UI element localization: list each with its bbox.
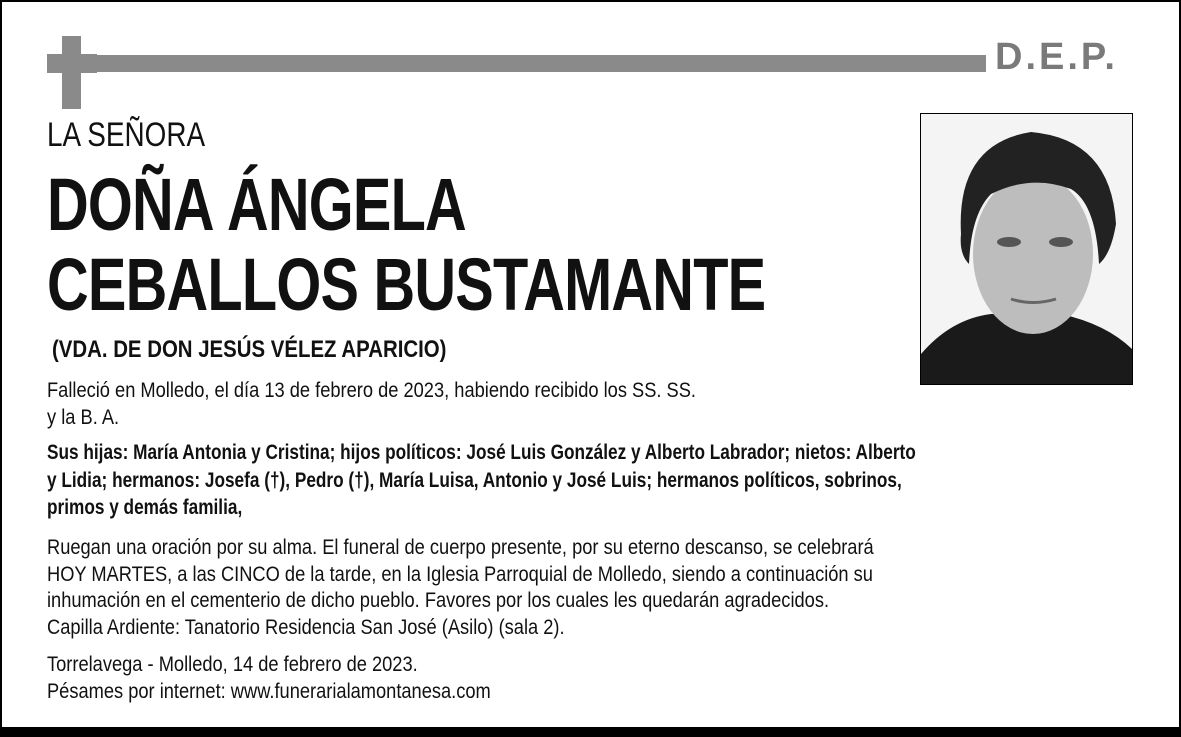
cross-icon-bar <box>47 54 97 73</box>
text-line: Falleció en Molledo, el día 13 de febrero de 2023, habiendo recibido los SS. SS. <box>47 379 697 402</box>
text-line: y Lidia; hermanos: Josefa (†), Pedro (†), María Luisa, Antonio y José Luis; hermanos políticos, sobrinos, <box>47 468 902 492</box>
text-line: y la B. A. <box>47 405 120 429</box>
deceased-name-line-1: DOÑA ÁNGELA <box>47 163 466 246</box>
text-line: Sus hijas: María Antonia y Cristina; hijos políticos: José Luis González y Alberto Labrador; nietos: Alberto <box>47 441 916 464</box>
deceased-name-line-2: CEBALLOS BUSTAMANTE <box>47 243 766 326</box>
family-list <box>47 439 916 522</box>
death-notice <box>47 378 696 431</box>
text-line: inhumación en el cementerio de dicho pueblo. Favores por los cuales les quedarán agradecidos. <box>47 589 830 612</box>
text-line: Capilla Ardiente: Tanatorio Residencia San José (Asilo) (sala 2). <box>47 615 565 639</box>
condolences-website: Pésames por internet: www.funerarialamontanesa.com <box>47 679 491 703</box>
text-line: Ruegan una oración por su alma. El funeral de cuerpo presente, por su eterno descanso, se celebrará <box>47 536 874 559</box>
portrait-photo <box>920 113 1133 385</box>
dep-label: D.E.P. <box>995 36 1118 78</box>
funeral-details <box>47 535 874 641</box>
footer <box>47 652 491 705</box>
title: LA SEÑORA <box>47 116 206 154</box>
header-rule <box>96 55 986 72</box>
text-line: primos y demás familia, <box>47 496 243 519</box>
widow-of: (VDA. DE DON JESÚS VÉLEZ APARICIO) <box>52 336 447 363</box>
place-date: Torrelavega - Molledo, 14 de febrero de 2023. <box>47 653 418 676</box>
text-line: HOY MARTES, a las CINCO de la tarde, en la Iglesia Parroquial de Molledo, siendo a continuación su <box>47 562 873 586</box>
